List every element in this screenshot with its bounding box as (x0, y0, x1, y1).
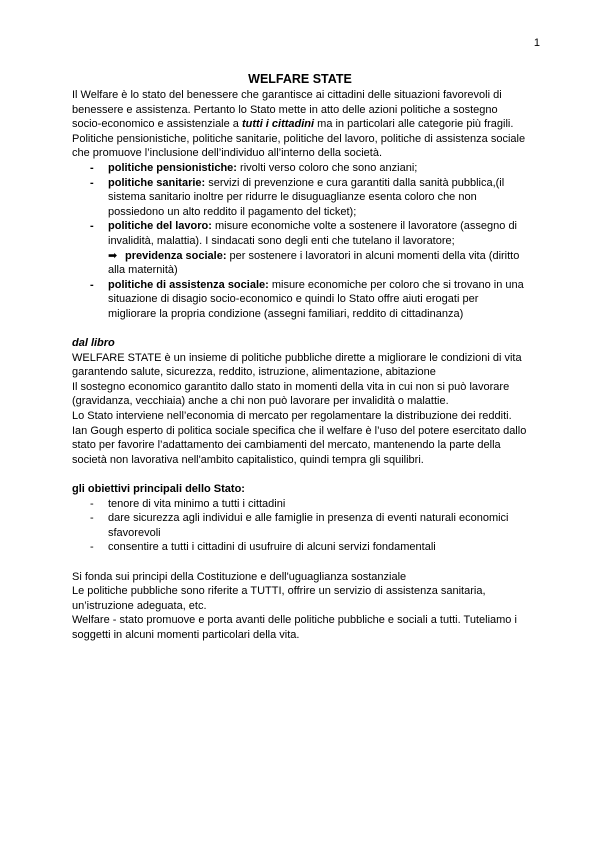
intro-text-1: Il Welfare è lo stato del benessere che garantisce ai cittadini delle situazioni favorevoli di benessere e assistenza. Pertanto lo Stato mette in atto delle azioni politiche a sostegno socio-economico e assistenziale a (72, 89, 502, 131)
bullet-dash: - (90, 176, 94, 189)
list-item (72, 511, 528, 540)
policy-label: politiche del lavoro: (108, 220, 212, 233)
bullet-dash: - (90, 278, 94, 291)
book-paragraph: Ian Gough esperto di politica sociale specifica che il welfare è l’uso del potere esercitato dallo stato per favorire l’adattamento dei cambiamenti del mercato, mantenendo la parte della società non lavorativa nell'ambito capitalistico, quindi tempra gli squilibri. (72, 424, 527, 466)
policy-label: politiche di assistenza sociale: (108, 278, 269, 291)
policy-text: rivolti verso coloro che sono anziani; (236, 161, 418, 174)
policy-text: misure economiche per coloro che si trovano in una situazione di disagio socio-economico e quindi lo Stato offre aiuti erogati per migliorare la propria condizione (assegni familiari, reddito di cittadinanza) (108, 278, 524, 320)
list-item (72, 219, 528, 248)
list-item (72, 176, 528, 220)
closing-paragraph: Le politiche pubbliche sono riferite a TUTTI, offrire un servizio di assistenza sanitaria, un’istruzione adeguata, etc. (72, 585, 486, 612)
list-item (72, 540, 528, 555)
book-heading: dal libro (72, 337, 115, 350)
policies-list-last (72, 278, 528, 322)
list-item (72, 497, 528, 512)
spacer (72, 467, 528, 482)
intro-text-2: ma in particolari alle categorie più fragili. Politiche pensionistiche, politiche sanitarie, politiche del lavoro, politiche di assistenza sociale che promuove l’inclusione dell’individuo all’interno della società. (72, 118, 526, 160)
book-paragraph: WELFARE STATE è un insieme di politiche pubbliche dirette a migliorare le condizioni di vita garantendo salute, sicurezza, reddito, istruzione, alimentazione, abitazione (72, 351, 522, 379)
bullet-dash: - (90, 512, 94, 525)
policies-list (72, 161, 528, 249)
arrow-right-icon: ➡ (108, 249, 118, 262)
policy-text: servizi di prevenzione e cura garantiti dalla sanità pubblica,(il sistema sanitario inoltre per ridurre le disuguaglianze esenta coloro che non possiedono un alto reddito il pagamento del ticket); (108, 176, 505, 218)
objective-text: dare sicurezza agli individui e alle famiglie in presenza di eventi naturali economici sfavorevoli (108, 512, 509, 539)
closing-paragraph: Welfare - stato promuove e porta avanti delle politiche pubbliche e sociali a tutti. Tuteliamo i soggetti in alcuni momenti particolari della vita. (72, 614, 517, 641)
bullet-dash: - (90, 541, 94, 554)
book-paragraph: Lo Stato interviene nell’economia di mercato per regolamentare la distribuzione dei redditi. (72, 410, 512, 423)
document-title: WELFARE STATE (248, 72, 352, 86)
intro-paragraph (72, 88, 528, 161)
policy-label: politiche pensionistiche: (108, 161, 237, 174)
sub-item-previdenza (72, 249, 528, 278)
policy-text: misure economiche volte a sostenere il lavoratore (assegno di invalidità, malattia). I sindacati sono degli enti che tutelano il lavoratore; (108, 220, 518, 247)
bullet-dash: - (90, 220, 94, 233)
list-item (72, 161, 528, 176)
bullet-dash: - (90, 497, 94, 510)
objective-text: consentire a tutti i cittadini di usufruire di alcuni servizi fondamentali (108, 541, 436, 554)
list-item (72, 278, 528, 322)
spacer (72, 322, 528, 337)
objective-text: tenore di vita minimo a tutti i cittadini (108, 497, 286, 510)
book-paragraph: Il sostegno economico garantito dallo stato in momenti della vita in cui non si può lavorare (gravidanza, vecchiaia) anche a chi non può lavorare per invalidità o malattie. (72, 380, 510, 408)
sub-item-label: previdenza sociale: (125, 249, 227, 262)
policy-label: politiche sanitarie: (108, 176, 206, 189)
intro-emphasis: tutti i cittadini (241, 118, 315, 131)
objectives-list (72, 497, 528, 555)
bullet-dash: - (90, 161, 94, 174)
page-number: 1 (533, 37, 540, 49)
sub-item-text: per sostenere i lavoratori in alcuni momenti della vita (diritto alla maternità) (108, 249, 520, 277)
objectives-heading: gli obiettivi principali dello Stato: (72, 483, 245, 496)
closing-paragraph: Si fonda sui principi della Costituzione e dell'uguaglianza sostanziale (72, 570, 407, 583)
document-body (72, 72, 528, 643)
spacer (72, 555, 528, 570)
